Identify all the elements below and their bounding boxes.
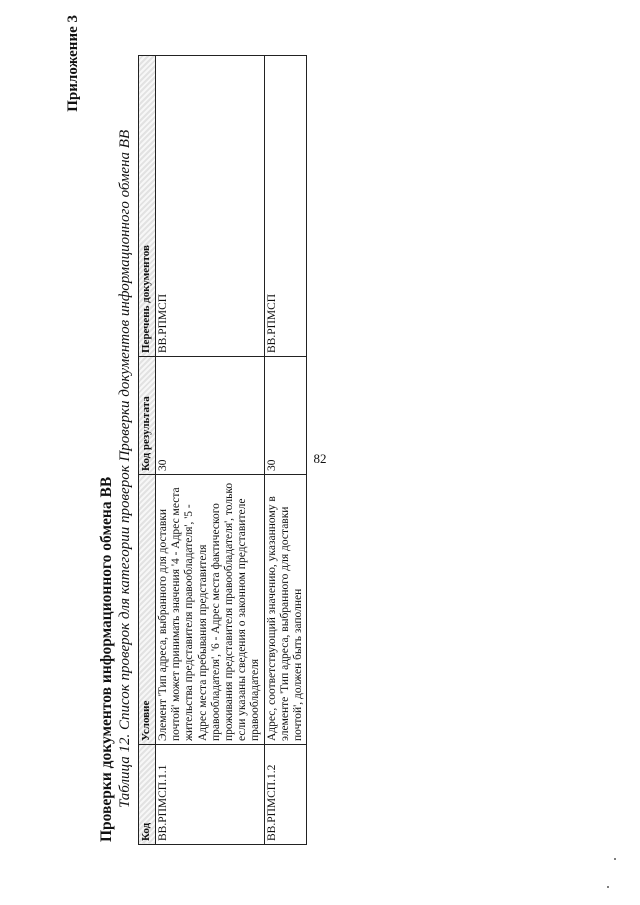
checks-table	[138, 55, 307, 845]
cell-result-code: 30	[264, 357, 307, 475]
table-row	[264, 56, 307, 845]
appendix-label: Приложение 3	[65, 15, 81, 112]
header-condition: Условие	[139, 475, 156, 745]
section-title: Проверки документов информационного обмена ВВ	[98, 476, 115, 842]
table-caption: Таблица 12. Список проверок для категории проверок Проверки документов информационного обмена ВВ	[117, 129, 133, 808]
header-result-code: Код результата	[139, 357, 156, 475]
cell-code: ВВ.РПМСП.1.1	[156, 745, 265, 845]
header-code: Код	[139, 745, 156, 845]
cell-condition: Адрес, соответствующий значению, указанному в элементе 'Тип адреса, выбранного для доставки почтой', должен быть заполнен	[264, 475, 307, 745]
page-number: 82	[313, 451, 327, 466]
cell-document-list: ВВ.РПМСП	[156, 56, 265, 357]
table-header-row	[139, 56, 156, 845]
header-document-list: Перечень документов	[139, 56, 156, 357]
scan-speck	[607, 886, 609, 888]
scan-speck	[614, 858, 616, 860]
cell-document-list: ВВ.РПМСП	[264, 56, 307, 357]
cell-result-code: 30	[156, 357, 265, 475]
rotated-page-content	[60, 15, 620, 860]
table-row	[156, 56, 265, 845]
cell-condition: Элемент 'Тип адреса, выбранного для доставки почтой' может принимать значения '4 - Адрес места жительства представителя правообладателя', '5 - Адрес места пребывания представителя правообладателя', '6 - Адрес места фактического проживания представителя правообладателя', только если указаны сведения о законном представителе правообладателя	[156, 475, 265, 745]
cell-code: ВВ.РПМСП.1.2	[264, 745, 307, 845]
